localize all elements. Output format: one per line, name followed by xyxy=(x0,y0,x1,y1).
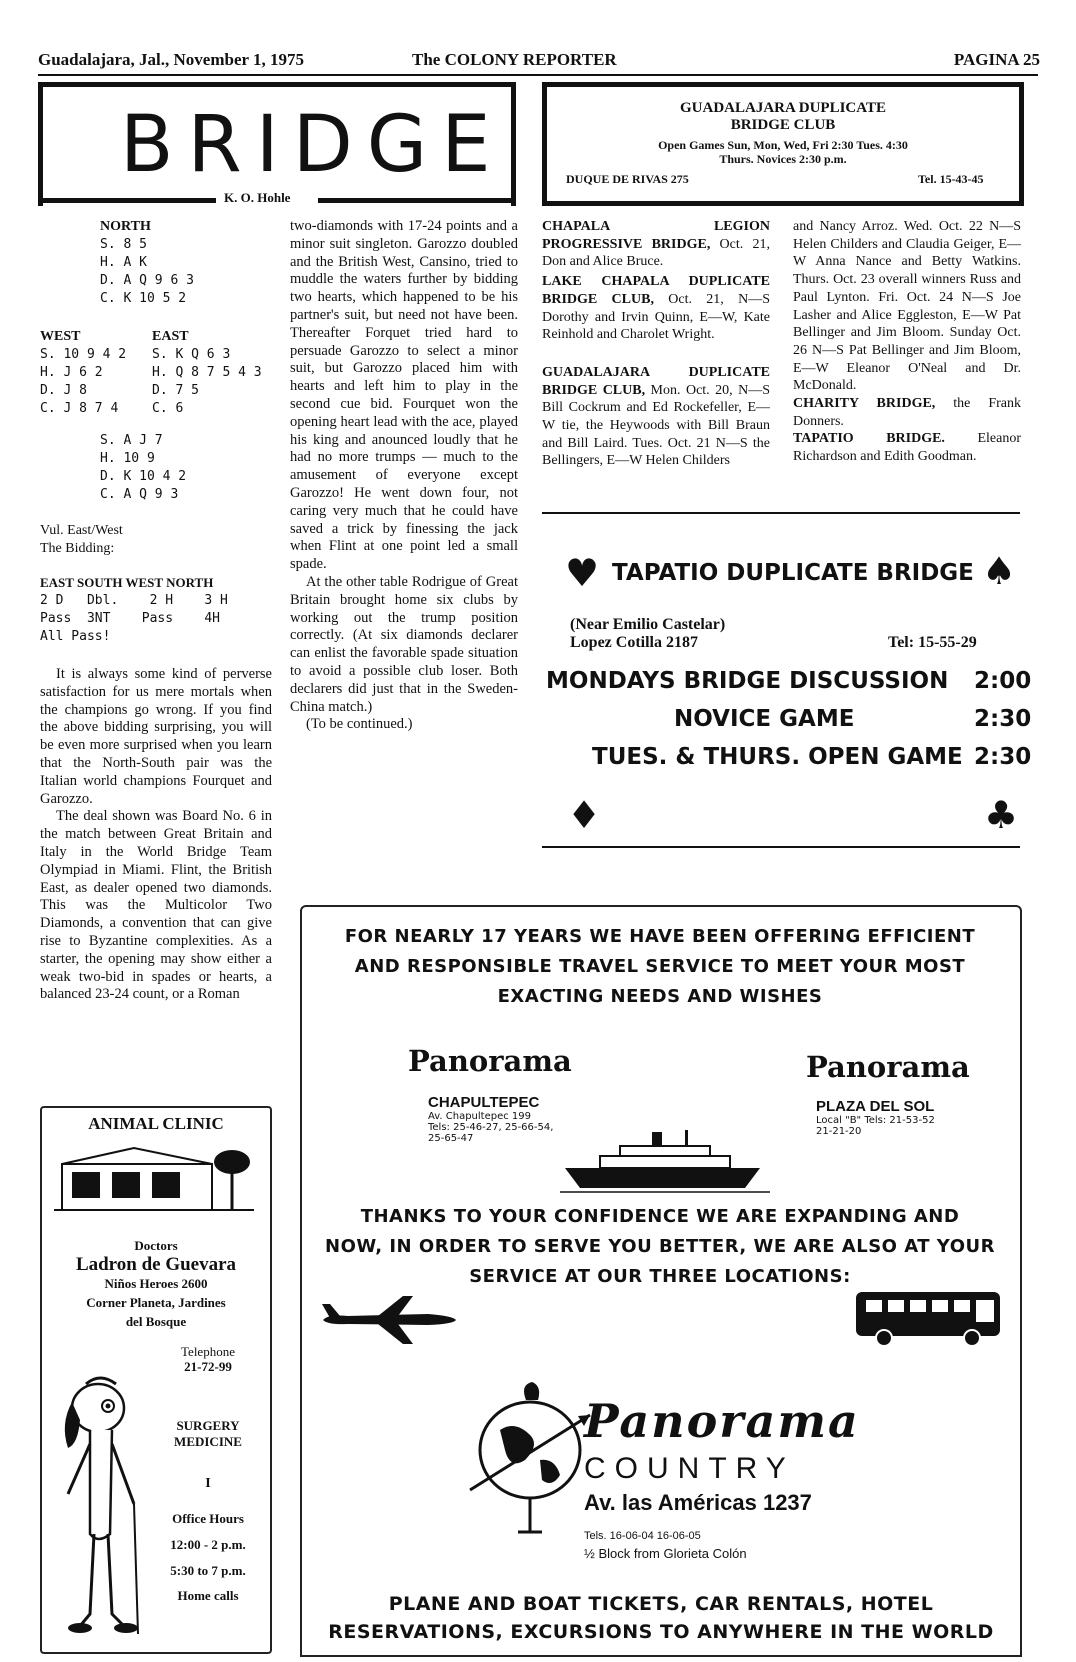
west-clubs: C. J 8 7 4 xyxy=(40,401,119,416)
north-label: NORTH xyxy=(100,219,151,234)
bidding-header: EAST SOUTH WEST NORTH xyxy=(40,575,214,590)
result-item xyxy=(793,395,1021,430)
results-column-left xyxy=(542,218,770,508)
panorama-logo: Panorama xyxy=(806,1050,970,1084)
panorama-thanks xyxy=(310,1202,1010,1292)
clinic-home-calls: Home calls xyxy=(177,1588,239,1603)
east-diamonds: D. 7 5 xyxy=(152,383,199,398)
clinic-hours xyxy=(150,1506,266,1584)
clinic-building-icon xyxy=(54,1140,254,1220)
location-address: Av. Chapultepec 199 xyxy=(428,1111,532,1122)
bidding-row: All Pass! xyxy=(40,629,111,644)
headline-line: EXACTING NEEDS AND WISHES xyxy=(497,986,823,1007)
result-club: GUADALAJARA DUPLICATE BRIDGE CLUB, xyxy=(542,364,770,398)
heart-icon: ♥ xyxy=(565,551,600,595)
location-chapultepec xyxy=(428,1094,553,1144)
clinic-street: Niños Heroes 2600 xyxy=(104,1276,208,1291)
north-hand xyxy=(100,218,194,308)
clinic-info xyxy=(44,1236,268,1331)
bus-icon xyxy=(854,1288,1004,1350)
result-text: Oct. 21, Don and Alice Bruce. xyxy=(542,236,770,270)
location-phones: 25-65-47 xyxy=(428,1133,474,1144)
club-hours xyxy=(548,138,1018,166)
bidding-row: 2 D Dbl. 2 H 3 H xyxy=(40,593,228,608)
result-text: Mon. Oct. 20, N—S Bill Cockrum and Ed Rockefeller, E—W tie, the Heywoods with Bill Braun and Bill Laird. Tues. Oct. 21 N—S the Bellingers, E—W Helen Childers xyxy=(542,382,770,469)
footer-line: PLANE AND BOAT TICKETS, CAR RENTALS, HOTEL xyxy=(388,1593,934,1615)
newspaper-name: The COLONY REPORTER xyxy=(412,50,617,69)
west-spades: S. 10 9 4 2 xyxy=(40,347,127,362)
result-club: TAPATIO BRIDGE. xyxy=(793,431,945,447)
panorama-country-script: Panorama xyxy=(584,1394,860,1448)
country-phones: Tels. 16-06-04 16-06-05 xyxy=(584,1530,701,1542)
article-paragraph: At the other table Rodrigue of Great Britain brought home six clubs by working out the trump position correctly. (At six diamonds declarer can enlist the favorable spade situation to avoid a possible club loser. Both declarers did just that in the Sweden-China match.) xyxy=(290,573,518,715)
south-spades: S. A J 7 xyxy=(100,433,163,448)
bidding-row: Pass 3NT Pass 4H xyxy=(40,611,221,626)
page-number: PAGINA 25 xyxy=(953,50,1040,69)
south-clubs: C. A Q 9 3 xyxy=(100,487,179,502)
club-hours-line: Open Games Sun, Mon, Wed, Fri 2:30 Tues. 4:30 xyxy=(658,138,908,152)
east-label: EAST xyxy=(152,329,189,344)
club-icon: ♣ xyxy=(984,793,1019,837)
south-hand xyxy=(100,432,186,504)
clinic-hours-label: Office Hours xyxy=(172,1511,244,1526)
header-rule xyxy=(38,74,1038,76)
title-rule-right xyxy=(318,198,514,203)
country-label: COUNTRY xyxy=(584,1452,795,1485)
west-diamonds: D. J 8 xyxy=(40,383,87,398)
south-diamonds: D. K 10 4 2 xyxy=(100,469,187,484)
result-item xyxy=(542,218,770,271)
clinic-service: SURGERY xyxy=(176,1418,240,1433)
west-hand xyxy=(40,328,126,418)
country-address: Av. las Américas 1237 xyxy=(584,1490,812,1515)
country-directions: ½ Block from Glorieta Colón xyxy=(584,1546,747,1561)
location-phones: 21-21-20 xyxy=(816,1126,862,1137)
result-item xyxy=(793,430,1021,465)
tapatio-schedule-time: 2:30 xyxy=(974,744,1032,770)
west-hearts: H. J 6 2 xyxy=(40,365,103,380)
headline-line: FOR NEARLY 17 YEARS WE HAVE BEEN OFFERING EFFICIENT xyxy=(344,926,976,947)
tapatio-location xyxy=(570,616,725,652)
title-rule-left xyxy=(40,198,216,203)
north-clubs: C. K 10 5 2 xyxy=(100,291,187,306)
article-column-2 xyxy=(290,218,518,868)
bidding-table xyxy=(40,574,228,646)
diamond-icon: ♦ xyxy=(567,793,602,837)
north-diamonds: D. A Q 9 6 3 xyxy=(100,273,194,288)
dog-doctor-illustration xyxy=(50,1364,150,1644)
club-title-line: BRIDGE CLUB xyxy=(730,117,836,133)
club-title xyxy=(548,100,1018,134)
clinic-hours-line: 5:30 to 7 p.m. xyxy=(170,1563,246,1578)
result-text: the Frank Donners. xyxy=(793,396,1021,429)
east-clubs: C. 6 xyxy=(152,401,184,416)
clinic-services xyxy=(150,1418,266,1450)
tapatio-address: Lopez Cotilla 2187 xyxy=(570,634,698,651)
tapatio-near: (Near Emilio Castelar) xyxy=(570,616,726,633)
club-phone: Tel. 15-43-45 xyxy=(918,172,984,186)
result-item xyxy=(542,364,770,470)
result-text: Oct. 21, N—S Dorothy and Irvin Quinn, E—W, Kate Reinhold and Charolet Wright. xyxy=(542,291,770,343)
north-hearts: H. A K xyxy=(100,255,147,270)
clinic-phone-block xyxy=(150,1344,266,1374)
location-plaza-del-sol xyxy=(816,1098,935,1137)
tapatio-schedule-label: NOVICE GAME xyxy=(674,706,855,732)
tapatio-schedule-time: 2:30 xyxy=(974,706,1032,732)
section-rule xyxy=(542,846,1020,848)
location-address: Local "B" Tels: 21-53-52 xyxy=(816,1115,935,1126)
clinic-district: del Bosque xyxy=(125,1314,187,1329)
article-paragraph: It is always some kind of perverse satisfaction for us mere mortals when the champions go wrong. If you find the above bidding surprising, you will be even more surprised when you learn that the North-South pair was the Italian world champions Fourquet and Garozzo. xyxy=(40,666,272,807)
location-name: CHAPULTEPEC xyxy=(428,1094,540,1111)
clinic-phone-label: Telephone xyxy=(181,1344,235,1359)
panorama-footer xyxy=(306,1590,1016,1646)
to-be-continued: (To be continued.) xyxy=(306,716,413,733)
club-address: DUQUE DE RIVAS 275 xyxy=(566,172,689,186)
result-text: and Nancy Arroz. Wed. Oct. 22 N—S Helen Childers and Claudia Geiger, E—W Anna Nance and Betty Watkins. Thurs. Oct. 23 overall winners Russ and Paul Lynton. Fri. Oct. 24 N—S Joe Lasher and Alice Eggleston, E—W Pat Bellinger and Jim Bloom. Sunday Oct. 26 N—S Pat Bellinger and Jim Bloom, E—W Eleanor O'Neal and Dr. McDonald. xyxy=(793,219,1021,394)
vulnerability: Vul. East/West xyxy=(40,523,123,538)
clinic-separator: I xyxy=(205,1476,211,1491)
panorama-headline xyxy=(310,922,1010,1012)
tapatio-schedule-label: MONDAYS BRIDGE DISCUSSION xyxy=(546,668,949,694)
east-hearts: H. Q 8 7 5 4 3 xyxy=(152,365,262,380)
club-title-line: GUADALAJARA DUPLICATE xyxy=(680,100,886,116)
result-club: LAKE CHAPALA DUPLICATE BRIDGE CLUB, xyxy=(542,274,770,307)
west-label: WEST xyxy=(40,329,81,344)
panorama-logo: Panorama xyxy=(408,1044,572,1078)
clinic-title: ANIMAL CLINIC xyxy=(88,1114,224,1133)
vulnerability-and-bidding xyxy=(40,522,123,558)
location-phones: Tels: 25-46-27, 25-66-54, xyxy=(428,1122,554,1133)
article-paragraph: The deal shown was Board No. 6 in the match between Great Britain and Italy in the World Bridge Team Olympiad in Miami. Flint, the British East, as dealer opened two diamonds. This was the Multicolor Two Diamonds, a convention that can give rise to Byzantine complexities. As a starter, the opening may show either a weak two-bid in spades or hearts, a balanced 23-24 count, or a Roman xyxy=(40,808,272,1003)
thanks-line: THANKS TO YOUR CONFIDENCE WE ARE EXPANDING AND xyxy=(360,1206,960,1227)
tapatio-schedule-time: 2:00 xyxy=(974,668,1032,694)
location-name: PLAZA DEL SOL xyxy=(816,1098,935,1115)
east-spades: S. K Q 6 3 xyxy=(152,347,231,362)
tapatio-schedule-label: TUES. & THURS. OPEN GAME xyxy=(592,744,963,770)
article-column-1 xyxy=(40,666,272,1092)
north-spades: S. 8 5 xyxy=(100,237,147,252)
clinic-hours-line: 12:00 - 2 p.m. xyxy=(170,1537,246,1552)
clinic-doctors: Doctors xyxy=(134,1238,178,1253)
section-rule xyxy=(542,512,1020,514)
bridge-title: BRIDGE xyxy=(120,100,505,190)
dateline: Guadalajara, Jal., November 1, 1975 xyxy=(38,50,305,69)
headline-line: AND RESPONSIBLE TRAVEL SERVICE TO MEET YOUR MOST xyxy=(354,956,966,977)
clinic-corner: Corner Planeta, Jardines xyxy=(86,1295,226,1310)
thanks-line: SERVICE AT OUR THREE LOCATIONS: xyxy=(469,1266,851,1287)
result-text: Eleanor Richardson and Edith Goodman. xyxy=(793,431,1021,465)
results-column-right xyxy=(793,218,1021,508)
tapatio-title: TAPATIO DUPLICATE BRIDGE xyxy=(612,560,974,586)
clinic-service: MEDICINE xyxy=(174,1434,242,1449)
result-club: CHARITY BRIDGE, xyxy=(793,396,936,412)
south-hearts: H. 10 9 xyxy=(100,451,155,466)
spade-icon: ♠ xyxy=(982,549,1017,593)
tapatio-phone: Tel: 15-55-29 xyxy=(888,634,977,651)
clinic-phone: 21-72-99 xyxy=(184,1359,232,1374)
footer-line: RESERVATIONS, EXCURSIONS TO ANYWHERE IN THE WORLD xyxy=(328,1621,994,1643)
club-hours-line: Thurs. Novices 2:30 p.m. xyxy=(719,152,847,166)
globe-rooster-logo xyxy=(460,1380,600,1540)
bidding-label: The Bidding: xyxy=(40,541,115,556)
result-item xyxy=(542,273,770,344)
cruise-ship-icon xyxy=(560,1128,770,1198)
thanks-line: NOW, IN ORDER TO SERVE YOU BETTER, WE ARE ALSO AT YOUR xyxy=(325,1236,995,1257)
airplane-icon xyxy=(318,1294,458,1346)
east-hand xyxy=(152,328,262,418)
column-author: K. O. Hohle xyxy=(224,190,291,205)
result-club: CHAPALA LEGION PROGRESSIVE BRIDGE, xyxy=(542,219,770,252)
clinic-name: Ladron de Guevara xyxy=(75,1254,237,1275)
result-item xyxy=(793,218,1021,395)
article-paragraph: two-diamonds with 17-24 points and a minor suit singleton. Garozzo doubled and the British West, Cansino, tried to muddle the waters further by bidding two hearts, which happened to be his partner's suit, but need not have been. Thereafter Forquet tried hard to persuade Garozzo to select a minor suit, but Garozzo placed him with hearts and left him to play in the second cue bid. Fourquet won the opening heart lead with the ace, played his king and anounced loudly that he had no more trumps — much to the amusement of everyone except Garozzo! He went down four, not caring very much that he could have saved a trick by finessing the jack when Flint at one point led a small spade. xyxy=(290,218,518,573)
